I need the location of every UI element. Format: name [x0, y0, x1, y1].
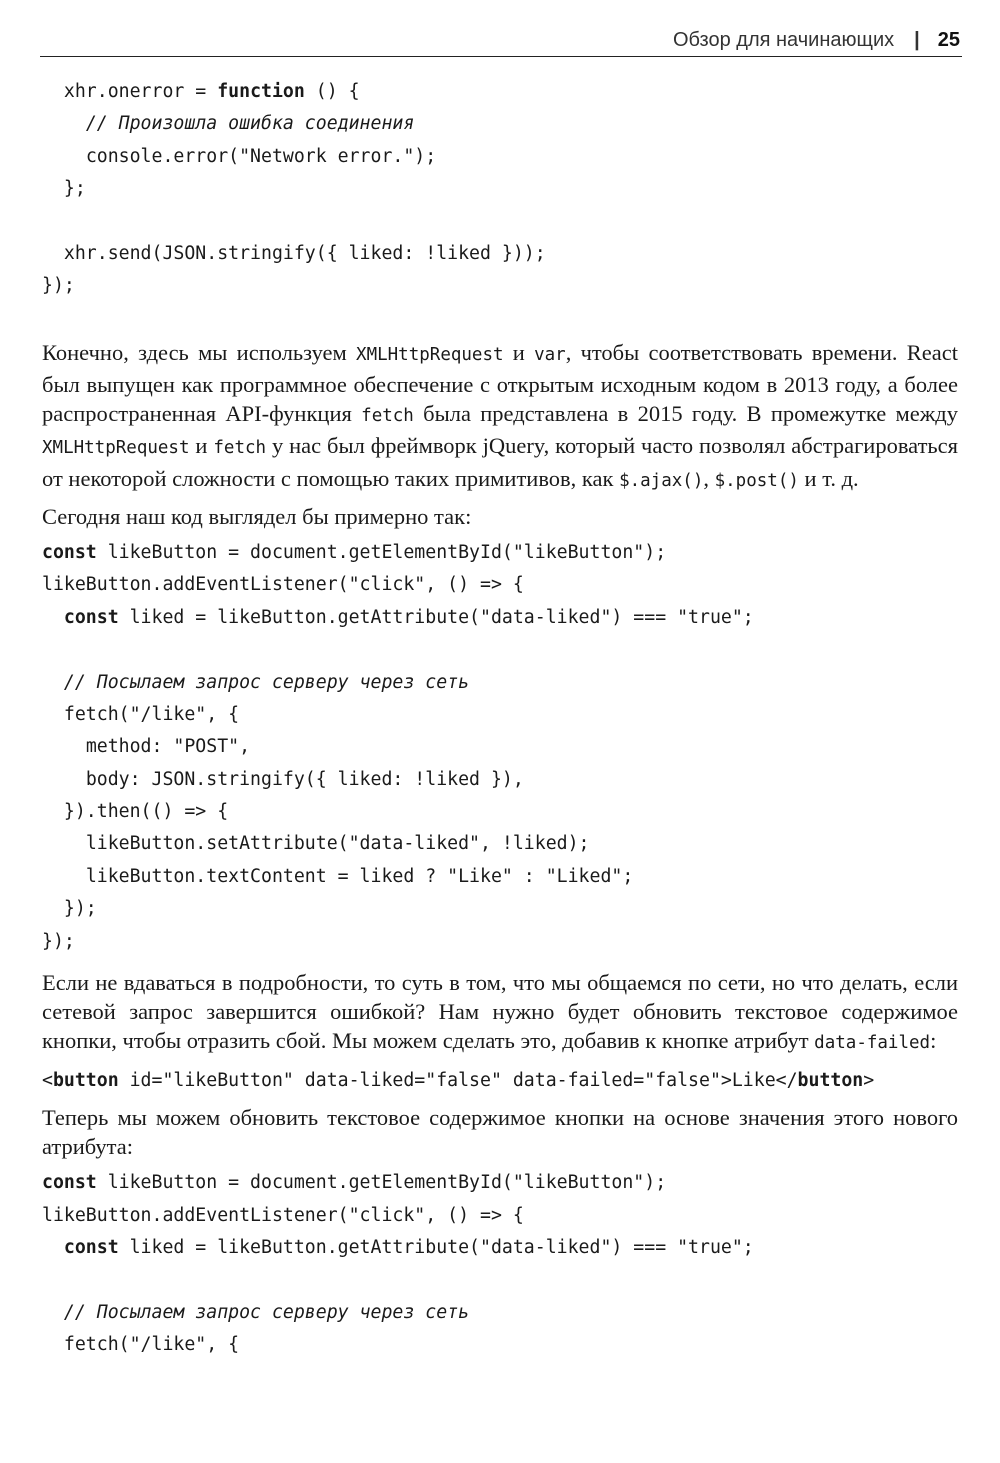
paragraph-today: Сегодня наш код выглядел бы примерно так: [42, 503, 472, 529]
page-number: 25 [937, 29, 960, 51]
code-line: xhr.send(JSON.stringify({ liked: !liked })); [63, 242, 546, 264]
code-line: }); [42, 275, 75, 297]
code-line: <button id="likeButton" data-liked="false" data-failed="false">Like</button> [42, 1069, 875, 1091]
code-comment: // Произошла ошибка соединения [85, 113, 415, 135]
code-line: likeButton.addEventListener("click", () => { [42, 574, 524, 596]
code-line: }); [63, 898, 97, 920]
code-line: body: JSON.stringify({ liked: !liked }), [85, 768, 524, 790]
code-comment: // Посылаем запрос серверу через сеть [63, 671, 470, 693]
code-blank-line [42, 634, 958, 666]
code-block-fetch [42, 537, 958, 958]
section-title: Обзор для начинающих [672, 29, 895, 51]
page-body [42, 76, 958, 1362]
code-block-button-html [42, 1065, 958, 1097]
header-separator: | [914, 29, 920, 51]
code-line: }).then(() => { [63, 801, 229, 823]
code-line: likeButton.addEventListener("click", () => { [42, 1204, 524, 1226]
running-header [40, 26, 962, 57]
code-blank-line [42, 206, 958, 238]
paragraph-update-text: Теперь мы можем обновить текстовое содержимое кнопки на основе значения этого нового атрибута: [42, 1105, 958, 1160]
code-line: const likeButton = document.getElementById("likeButton"); [42, 541, 667, 563]
code-line: fetch("/like", { [63, 1334, 240, 1356]
code-line: likeButton.textContent = liked ? "Like" : "Liked"; [85, 865, 634, 887]
code-block-fetch-failed [42, 1167, 958, 1361]
code-line: const liked = likeButton.getAttribute("data-liked") === "true"; [63, 1237, 754, 1259]
code-line: }); [42, 930, 75, 952]
code-line: const liked = likeButton.getAttribute("data-liked") === "true"; [63, 606, 754, 628]
code-comment: // Посылаем запрос серверу через сеть [63, 1302, 470, 1323]
code-line: xhr.onerror = function () { [63, 81, 360, 102]
paragraph-network-error: Если не вдаваться в подробности, то суть в том, что мы общаемся по сети, но что делать, если сетевой запрос завершится ошибкой? Нам нужно будет обновить текстовое содержимое кнопки, чтобы отразить сбой. Мы можем сделать это, добавив к кнопке атрибут data-failed: [42, 970, 958, 1054]
code-block-xhr-onerror [42, 76, 958, 303]
code-line: method: "POST", [85, 736, 251, 758]
code-line: const likeButton = document.getElementById("likeButton"); [42, 1172, 667, 1194]
code-blank-line [42, 1265, 958, 1297]
code-line: }; [63, 178, 86, 200]
code-line: console.error("Network error."); [85, 145, 437, 167]
code-line: likeButton.setAttribute("data-liked", !liked); [85, 833, 590, 855]
code-line: fetch("/like", { [63, 703, 240, 725]
paragraph-history: Конечно, здесь мы используем XMLHttpRequest и var, чтобы соответствовать времени. React был выпущен как программное обеспечение с открытым исходным кодом в 2013 году, а более распространенная API-функция fetch была представлена в 2015 году. В промежутке между XMLHttpRequest и fetch у нас был фреймворк jQuery, который часто позволял абстрагироваться от некоторой сложности с помощью таких примитивов, как $.ajax(), $.post() и т. д. [42, 339, 959, 491]
